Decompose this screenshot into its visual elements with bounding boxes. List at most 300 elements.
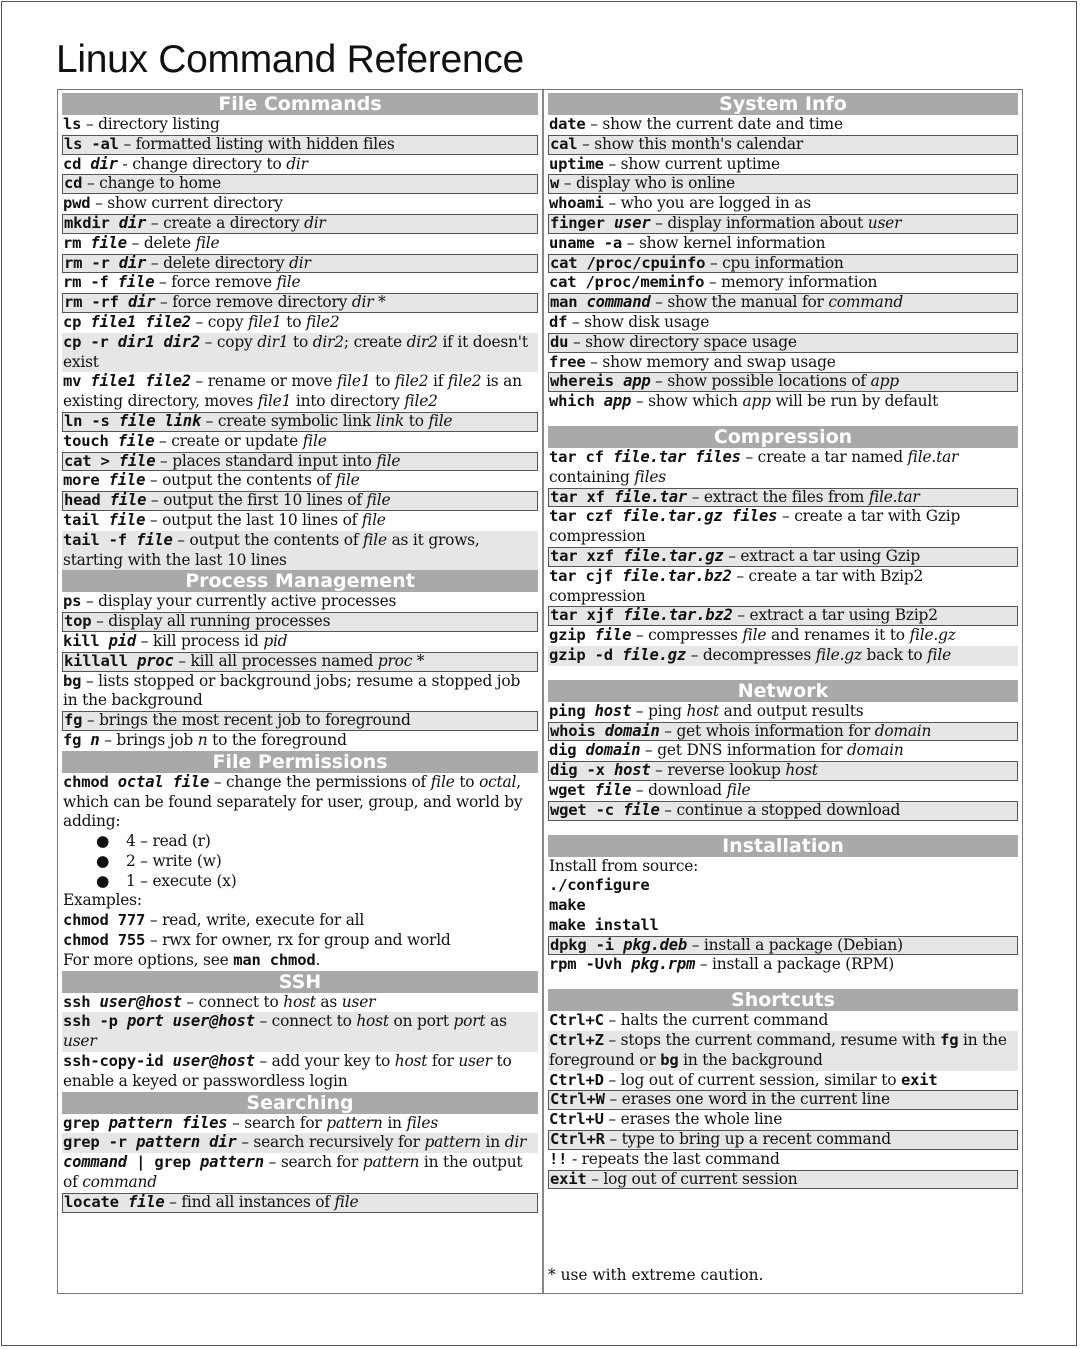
command-text: tar cjf bbox=[549, 566, 623, 585]
command-entry bbox=[62, 452, 538, 472]
description-text: dir2 bbox=[406, 332, 438, 351]
command-entry bbox=[62, 234, 538, 254]
description-text: – change to home bbox=[82, 174, 222, 193]
command-entry bbox=[548, 1011, 1018, 1031]
description-text: Examples: bbox=[63, 891, 142, 910]
argument-text: command bbox=[586, 293, 651, 312]
command-text: exit bbox=[550, 1169, 587, 1188]
command-entry bbox=[548, 876, 1018, 896]
command-entry bbox=[548, 1150, 1018, 1170]
argument-text: command bbox=[63, 1153, 127, 1172]
description-text: host bbox=[356, 1012, 389, 1031]
description-text: as bbox=[315, 992, 342, 1011]
description-text: ; create bbox=[343, 332, 407, 351]
description-text: dir bbox=[286, 154, 308, 173]
command-entry bbox=[548, 936, 1018, 956]
bullet-icon: ● bbox=[96, 832, 110, 851]
command-entry bbox=[62, 155, 538, 175]
command-text: cd bbox=[63, 154, 91, 173]
argument-text: file bbox=[109, 491, 147, 510]
command-text: fg bbox=[63, 730, 91, 749]
description-text: file1 bbox=[257, 392, 292, 411]
command-text: tar czf bbox=[549, 507, 623, 526]
command-entry bbox=[548, 1090, 1018, 1110]
description-text: – force remove directory bbox=[155, 293, 352, 312]
argument-text: n bbox=[90, 730, 100, 749]
footnote: * use with extreme caution. bbox=[548, 1266, 764, 1284]
command-text: du bbox=[550, 332, 569, 351]
command-text: Ctrl+C bbox=[549, 1011, 604, 1030]
description-text: – output the first 10 lines of bbox=[146, 491, 367, 510]
bullet-item bbox=[62, 832, 538, 852]
description-text: if it doesn't exist bbox=[63, 332, 528, 371]
command-entry bbox=[62, 632, 538, 652]
description-text: , which can be found separately for user, group, and world by adding: bbox=[63, 772, 523, 831]
description-text: – create or update bbox=[154, 431, 303, 450]
command-text: locate bbox=[64, 1192, 128, 1211]
argument-text: port user@host bbox=[126, 1012, 255, 1031]
command-text: cat /proc/meminfo bbox=[549, 273, 705, 292]
description-text: 1 – execute (x) bbox=[126, 871, 237, 890]
section-header: Searching bbox=[62, 1092, 538, 1114]
command-text: ssh bbox=[63, 992, 100, 1011]
section-file-commands bbox=[62, 93, 538, 570]
description-text: – brings job bbox=[99, 730, 198, 749]
description-text: file.tar bbox=[868, 487, 920, 506]
description-text: – reverse lookup bbox=[650, 761, 786, 780]
section-header: SSH bbox=[62, 971, 538, 993]
command-entry bbox=[62, 993, 538, 1013]
description-text: – delete bbox=[126, 233, 196, 252]
command-entry bbox=[62, 333, 538, 373]
command-entry bbox=[548, 547, 1018, 567]
argument-text: user bbox=[613, 213, 651, 232]
argument-text: file.tar.gz files bbox=[622, 507, 778, 526]
description-text: file2 bbox=[404, 392, 438, 411]
command-text: uname -a bbox=[549, 233, 623, 252]
command-text: top bbox=[64, 612, 92, 631]
description-text: domain bbox=[874, 721, 932, 740]
command-entry bbox=[548, 646, 1018, 666]
description-text: – kill process id bbox=[136, 631, 264, 650]
description-text: to bbox=[288, 332, 313, 351]
description-text: will be run by default bbox=[770, 392, 939, 411]
command-text: gzip bbox=[549, 626, 595, 645]
description-text: pattern bbox=[362, 1153, 420, 1172]
command-text: fg bbox=[64, 711, 83, 730]
section-installation bbox=[548, 835, 1018, 976]
description-text: on port bbox=[388, 1012, 454, 1031]
description-text: dir bbox=[504, 1133, 527, 1152]
command-entry bbox=[548, 1110, 1018, 1130]
command-text: mkdir bbox=[64, 213, 119, 232]
command-entry bbox=[548, 801, 1018, 821]
argument-text: host bbox=[594, 701, 632, 720]
command-entry bbox=[548, 857, 1018, 877]
description-text: – show current uptime bbox=[603, 154, 780, 173]
description-text: file bbox=[430, 772, 455, 791]
description-text: – search recursively for bbox=[236, 1133, 425, 1152]
description-text: – show memory and swap usage bbox=[585, 352, 836, 371]
command-text: gzip -d bbox=[549, 645, 623, 664]
command-entry bbox=[62, 1153, 538, 1193]
argument-text: user@host bbox=[99, 992, 182, 1011]
command-text: whoami bbox=[549, 194, 604, 213]
description-text: user bbox=[458, 1052, 492, 1071]
argument-text: file bbox=[127, 1192, 165, 1211]
command-entry bbox=[548, 741, 1018, 761]
section-network bbox=[548, 680, 1018, 821]
argument-text: pattern dir bbox=[136, 1133, 237, 1152]
command-text: wget -c bbox=[550, 800, 624, 819]
argument-text: file.tar.bz2 bbox=[622, 566, 732, 585]
command-text: !! bbox=[549, 1149, 568, 1168]
description-text: file1 bbox=[248, 312, 282, 331]
description-text: – find all instances of bbox=[164, 1192, 335, 1211]
command-entry bbox=[548, 507, 1018, 547]
description-text: into directory bbox=[291, 392, 405, 411]
description-text: to enable a keyed or passwordless login bbox=[63, 1052, 512, 1090]
command-text: cp -r bbox=[63, 332, 118, 351]
description-text: for bbox=[427, 1052, 459, 1071]
description-text: – extract the files from bbox=[687, 487, 869, 506]
argument-text: file bbox=[108, 471, 146, 490]
command-entry bbox=[62, 254, 538, 274]
section-shortcuts bbox=[548, 989, 1018, 1189]
command-entry bbox=[62, 491, 538, 511]
command-text: head bbox=[64, 491, 110, 510]
argument-text: file.tar.bz2 bbox=[623, 606, 733, 625]
description-text: – erases one word in the current line bbox=[604, 1090, 890, 1109]
command-entry bbox=[548, 333, 1018, 353]
command-entry bbox=[548, 702, 1018, 722]
command-text: ping bbox=[549, 701, 595, 720]
description-text: to bbox=[281, 312, 306, 331]
argument-text: file1 file2 bbox=[90, 312, 191, 331]
description-text: – rename or move bbox=[190, 372, 337, 391]
description-text: * bbox=[412, 651, 425, 670]
command-entry bbox=[62, 931, 538, 951]
command-text: exit bbox=[900, 1070, 938, 1089]
section-header: File Permissions bbox=[62, 751, 538, 773]
description-text: – create symbolic link bbox=[200, 411, 376, 430]
description-text: – output the contents of bbox=[145, 471, 336, 490]
command-entry bbox=[548, 448, 1018, 488]
description-text: – type to bring up a recent command bbox=[604, 1130, 891, 1149]
command-entry bbox=[62, 652, 538, 672]
command-entry bbox=[548, 896, 1018, 916]
command-entry bbox=[548, 722, 1018, 742]
argument-text: dir bbox=[118, 253, 147, 272]
description-text: – erases the whole line bbox=[603, 1110, 783, 1129]
command-entry bbox=[548, 135, 1018, 155]
argument-text: app bbox=[603, 392, 632, 411]
description-text: as it grows, starting with the last 10 lines bbox=[63, 530, 480, 569]
command-text: more bbox=[63, 471, 109, 490]
command-text: ssh-copy-id bbox=[63, 1052, 173, 1071]
description-text: - change directory to bbox=[117, 154, 287, 173]
command-entry bbox=[548, 293, 1018, 313]
command-text: | grep bbox=[126, 1153, 200, 1172]
command-text: tar cf bbox=[549, 447, 613, 466]
description-text: octal bbox=[479, 772, 517, 791]
command-text: ps bbox=[63, 592, 82, 611]
command-entry bbox=[62, 891, 538, 911]
description-text: command bbox=[82, 1173, 157, 1192]
command-text: fg bbox=[940, 1031, 959, 1050]
command-entry bbox=[548, 392, 1018, 412]
command-entry bbox=[62, 951, 538, 971]
command-text: rm -r bbox=[64, 253, 119, 272]
description-text: – delete directory bbox=[146, 253, 290, 272]
description-text: – rwx for owner, rx for group and world bbox=[145, 931, 451, 950]
command-entry bbox=[62, 711, 538, 731]
description-text: – install a package (RPM) bbox=[695, 955, 895, 974]
command-entry bbox=[548, 1071, 1018, 1091]
command-text: whois bbox=[550, 721, 605, 740]
description-text: – display who is online bbox=[559, 174, 736, 193]
command-text: cat /proc/cpuinfo bbox=[550, 253, 706, 272]
command-entry bbox=[548, 626, 1018, 646]
bullet-icon: ● bbox=[96, 871, 110, 890]
description-text: file bbox=[195, 233, 220, 252]
command-text: bg bbox=[63, 671, 82, 690]
description-text: in bbox=[382, 1113, 407, 1132]
description-text: – show the manual for bbox=[650, 293, 829, 312]
command-text: Ctrl+U bbox=[549, 1110, 604, 1129]
command-text: cp bbox=[63, 312, 91, 331]
command-entry bbox=[548, 567, 1018, 607]
description-text: – create a tar named bbox=[740, 447, 908, 466]
description-text: file bbox=[428, 411, 453, 430]
command-entry bbox=[548, 115, 1018, 135]
description-text: file bbox=[335, 471, 360, 490]
command-entry bbox=[62, 612, 538, 632]
bullet-item bbox=[62, 872, 538, 892]
section-header: Process Management bbox=[62, 570, 538, 592]
description-text: – change the permissions of bbox=[209, 772, 431, 791]
description-text: user bbox=[341, 992, 376, 1011]
description-text: – create a tar with Bzip2 compression bbox=[549, 566, 924, 605]
argument-text: proc bbox=[137, 651, 174, 670]
argument-text: file1 file2 bbox=[90, 372, 191, 391]
description-text: – who you are logged in as bbox=[603, 194, 811, 213]
command-text: touch bbox=[63, 431, 118, 450]
section-header: Shortcuts bbox=[548, 989, 1018, 1011]
command-entry bbox=[62, 471, 538, 491]
command-text: man chmod bbox=[233, 950, 316, 969]
command-entry bbox=[62, 1012, 538, 1052]
command-entry bbox=[62, 592, 538, 612]
command-text: ln -s bbox=[64, 411, 119, 430]
description-text: – halts the current command bbox=[603, 1011, 829, 1030]
description-text: 2 – write (w) bbox=[126, 851, 222, 870]
command-entry bbox=[548, 761, 1018, 781]
description-text: – force remove bbox=[154, 273, 277, 292]
description-text: – show the current date and time bbox=[585, 115, 843, 133]
description-text: – decompresses bbox=[686, 645, 816, 664]
description-text: – cpu information bbox=[705, 253, 844, 272]
description-text: file2 bbox=[447, 372, 482, 391]
command-text: killall bbox=[64, 651, 138, 670]
description-text: – directory listing bbox=[81, 115, 220, 133]
argument-text: pkg.deb bbox=[623, 935, 687, 954]
command-entry bbox=[548, 194, 1018, 214]
command-text: tar xf bbox=[550, 487, 614, 506]
argument-text: file bbox=[117, 273, 155, 292]
description-text: in bbox=[480, 1133, 505, 1152]
command-text: dig bbox=[549, 741, 586, 760]
command-text: cal bbox=[550, 134, 578, 153]
section-compression bbox=[548, 426, 1018, 666]
argument-text: pattern bbox=[200, 1153, 264, 1172]
section-header: Compression bbox=[548, 426, 1018, 448]
command-text: pwd bbox=[63, 194, 91, 213]
description-text: file.tar bbox=[907, 447, 959, 466]
command-entry bbox=[548, 254, 1018, 274]
command-entry bbox=[62, 672, 538, 712]
command-text: Ctrl+Z bbox=[549, 1031, 604, 1050]
description-text: – output the contents of bbox=[172, 530, 364, 549]
description-text: file.gz bbox=[909, 626, 956, 645]
description-text: 4 – read (r) bbox=[126, 832, 211, 851]
description-text: – add your key to bbox=[254, 1052, 395, 1071]
description-text: host bbox=[785, 761, 818, 780]
description-text: – output the last 10 lines of bbox=[145, 510, 362, 529]
command-text: tar xzf bbox=[550, 546, 624, 565]
page-title: Linux Command Reference bbox=[56, 38, 524, 81]
description-text: dir1 bbox=[257, 332, 289, 351]
description-text: – extract a tar using Bzip2 bbox=[732, 606, 938, 625]
description-text: – create a directory bbox=[146, 213, 305, 232]
section-header: Network bbox=[548, 680, 1018, 702]
description-text: files bbox=[634, 467, 666, 486]
argument-text: user@host bbox=[172, 1052, 255, 1071]
command-entry bbox=[62, 773, 538, 832]
command-entry bbox=[548, 214, 1018, 234]
command-entry bbox=[62, 731, 538, 751]
section-searching bbox=[62, 1092, 538, 1213]
description-text: is an existing directory, moves bbox=[63, 372, 522, 411]
description-text: – display your currently active processes bbox=[81, 592, 397, 611]
description-text: – read, write, execute for all bbox=[145, 911, 365, 930]
command-text: rpm -Uvh bbox=[549, 955, 632, 974]
command-entry bbox=[62, 1133, 538, 1153]
command-entry bbox=[62, 432, 538, 452]
command-entry bbox=[548, 313, 1018, 333]
command-text: man bbox=[550, 293, 587, 312]
description-text: – copy bbox=[190, 312, 249, 331]
bullet-icon: ● bbox=[96, 851, 110, 870]
command-text: tail bbox=[63, 510, 109, 529]
command-text: tail -f bbox=[63, 530, 137, 549]
command-entry bbox=[548, 234, 1018, 254]
command-entry bbox=[62, 313, 538, 333]
description-text: and output results bbox=[718, 701, 864, 720]
command-text: Ctrl+R bbox=[550, 1130, 605, 1149]
description-text: – connect to bbox=[254, 1012, 357, 1031]
description-text: file bbox=[726, 780, 751, 799]
command-entry bbox=[62, 511, 538, 531]
description-text: – search for bbox=[227, 1113, 327, 1132]
command-entry bbox=[548, 353, 1018, 373]
command-text: uptime bbox=[549, 154, 604, 173]
description-text: – continue a stopped download bbox=[659, 800, 901, 819]
description-text: dir bbox=[289, 253, 311, 272]
section-header: Installation bbox=[548, 835, 1018, 857]
command-text: tar xjf bbox=[550, 606, 624, 625]
argument-text: dir bbox=[127, 293, 156, 312]
description-text: to bbox=[454, 772, 480, 791]
description-text: app bbox=[870, 372, 899, 391]
command-entry bbox=[62, 273, 538, 293]
description-text: proc bbox=[377, 651, 413, 670]
reference-sheet bbox=[57, 89, 1023, 1294]
command-text: Ctrl+W bbox=[550, 1090, 605, 1109]
command-entry bbox=[548, 155, 1018, 175]
argument-text: pid bbox=[108, 631, 137, 650]
command-entry bbox=[62, 1193, 538, 1213]
description-text: – install a package (Debian) bbox=[687, 935, 903, 954]
section-system-info bbox=[548, 93, 1018, 412]
section-ssh bbox=[62, 971, 538, 1092]
argument-text: app bbox=[623, 372, 651, 391]
description-text: – get DNS information for bbox=[640, 741, 848, 760]
description-text: – search for bbox=[263, 1153, 363, 1172]
description-text: – log out of current session bbox=[586, 1169, 798, 1188]
description-text: - repeats the last command bbox=[567, 1149, 780, 1168]
description-text: – brings the most recent job to foreground bbox=[82, 711, 411, 730]
description-text: app bbox=[742, 392, 771, 411]
command-text: date bbox=[549, 115, 586, 133]
description-text: – create a tar with Gzip compression bbox=[549, 507, 961, 546]
description-text: – formatted listing with hidden files bbox=[118, 134, 395, 153]
command-text: ls bbox=[63, 115, 82, 133]
command-entry bbox=[548, 916, 1018, 936]
command-entry bbox=[548, 1031, 1018, 1071]
description-text: as bbox=[485, 1012, 507, 1031]
command-entry bbox=[62, 911, 538, 931]
description-text: file bbox=[302, 431, 327, 450]
description-text: – stops the current command, resume with bbox=[603, 1031, 941, 1050]
bullet-item bbox=[62, 852, 538, 872]
command-text: dig -x bbox=[550, 761, 614, 780]
command-text: make install bbox=[549, 915, 659, 934]
command-entry bbox=[62, 214, 538, 234]
description-text: to bbox=[370, 372, 395, 391]
description-text: host bbox=[394, 1052, 428, 1071]
description-text: – show current directory bbox=[90, 194, 283, 213]
description-text: in the background bbox=[678, 1050, 823, 1069]
description-text: * bbox=[373, 293, 386, 312]
description-text: file bbox=[742, 626, 767, 645]
command-text: df bbox=[549, 312, 568, 331]
argument-text: file bbox=[136, 530, 173, 549]
description-text: dir bbox=[351, 293, 374, 312]
command-text: rm -rf bbox=[64, 293, 128, 312]
command-text: grep bbox=[63, 1113, 109, 1132]
description-text: – log out of current session, similar to bbox=[603, 1070, 901, 1089]
command-text: cd bbox=[64, 174, 83, 193]
description-text: – display all running processes bbox=[91, 612, 331, 631]
argument-text: file.tar files bbox=[612, 447, 741, 466]
description-text: command bbox=[828, 293, 904, 312]
command-text: dpkg -i bbox=[550, 935, 624, 954]
command-entry bbox=[548, 606, 1018, 626]
argument-text: pattern files bbox=[108, 1113, 228, 1132]
description-text: – download bbox=[631, 780, 727, 799]
description-text: dir2 bbox=[312, 332, 344, 351]
